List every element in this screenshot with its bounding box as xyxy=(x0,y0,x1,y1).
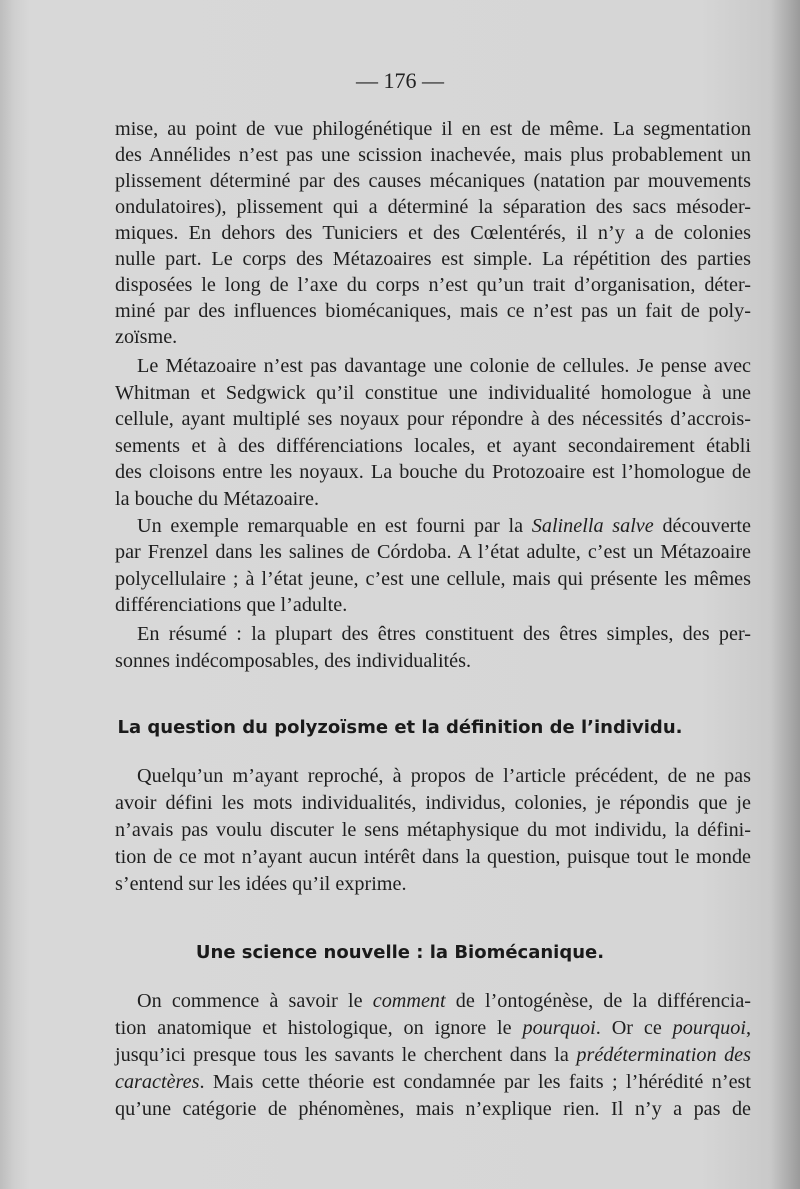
text-line: ondulatoires), plissement qui a déterminé la séparation des sacs mésoder- xyxy=(115,196,751,218)
text-line: des Annélides n’est pas une scission inachevée, mais plus probablement un xyxy=(115,144,751,166)
text-span: . Mais cette théorie est condamnée par les faits ; l’hérédité n’est xyxy=(199,1071,751,1093)
text-line: cellule, ayant multiplé ses noyaux pour répondre à des nécessités d’accrois- xyxy=(115,408,751,430)
text-line: polycellulaire ; à l’état jeune, c’est une cellule, mais qui présente les mêmes xyxy=(115,568,751,590)
text-line: la bouche du Métazoaire. xyxy=(115,488,320,510)
text-line: des cloisons entre les noyaux. La bouche du Protozoaire est l’homologue de xyxy=(115,461,751,483)
text-line: mise, au point de vue philogénétique il en est de même. La segmentation xyxy=(115,118,751,140)
text-line: Quelqu’un m’ayant reproché, à propos de l’article précédent, de ne pas xyxy=(137,765,751,787)
emphasis: pourquoi xyxy=(522,1017,596,1039)
text-line: sonnes indécomposables, des individualités. xyxy=(115,650,472,672)
text-line: Whitman et Sedgwick qu’il constitue une individualité homologue à une xyxy=(115,382,751,404)
text-span: On commence à savoir le xyxy=(137,990,373,1012)
text-line: s’entend sur les idées qu’il exprime. xyxy=(115,873,407,895)
text-span: tion anatomique et histologique, on ignore le xyxy=(115,1017,523,1039)
text-line xyxy=(115,1017,751,1040)
text-line: En résumé : la plupart des êtres constituent des êtres simples, des per- xyxy=(137,623,751,645)
text-line: disposées le long de l’axe du corps n’est qu’un trait d’organisation, déter- xyxy=(115,274,751,296)
emphasis: pourquoi xyxy=(672,1017,746,1039)
text-line xyxy=(137,990,751,1013)
text-span: découverte xyxy=(653,515,751,537)
text-span: jusqu’ici presque tous les savants le cherchent dans la xyxy=(115,1044,577,1066)
emphasis: caractères xyxy=(115,1071,200,1093)
text-line: miné par des influences biomécaniques, mais ce n’est pas un fait de poly- xyxy=(115,300,751,322)
text-line: Le Métazoaire n’est pas davantage une colonie de cellules. Je pense avec xyxy=(137,355,751,377)
text-line: plissement déterminé par des causes mécaniques (natation par mouvements xyxy=(115,170,751,192)
text-line xyxy=(137,515,751,538)
text-line: tion de ce mot n’ayant aucun intérêt dans la question, puisque tout le monde xyxy=(115,846,751,868)
species-name: Salinella salve xyxy=(531,515,654,537)
section-heading: Une science nouvelle : la Biomécanique. xyxy=(195,942,605,963)
emphasis: comment xyxy=(372,990,446,1012)
text-line: qu’une catégorie de phénomènes, mais n’explique rien. Il n’y a pas de xyxy=(115,1098,751,1120)
text-span: Un exemple remarquable en est fourni par la xyxy=(137,515,532,537)
text-line: zoïsme. xyxy=(115,326,178,348)
text-line xyxy=(115,1044,751,1067)
text-line: miques. En dehors des Tuniciers et des Cœlentérés, il n’y a de colonies xyxy=(115,222,751,244)
text-line: nulle part. Le corps des Métazoaires est simple. La répétition des parties xyxy=(115,248,751,270)
text-line xyxy=(115,1071,751,1094)
text-line: différenciations que l’adulte. xyxy=(115,594,348,616)
text-line: sements et à des différenciations locales, et ayant secondairement établi xyxy=(115,435,751,457)
section-heading: La question du polyzoïsme et la définition de l’individu. xyxy=(117,717,683,738)
text-span: . Or ce xyxy=(595,1017,673,1039)
text-line: par Frenzel dans les salines de Córdoba. A l’état adulte, c’est un Métazoaire xyxy=(115,541,751,563)
page-number: — 176 — xyxy=(356,68,444,93)
emphasis: prédétermination des xyxy=(576,1044,751,1066)
text-span: , xyxy=(745,1017,751,1039)
text-line: n’avais pas voulu discuter le sens métaphysique du mot individu, la défini- xyxy=(115,819,751,841)
text-line: avoir défini les mots individualités, individus, colonies, je répondis que je xyxy=(115,792,751,814)
text-span: de l’ontogénèse, de la différencia- xyxy=(445,990,751,1012)
